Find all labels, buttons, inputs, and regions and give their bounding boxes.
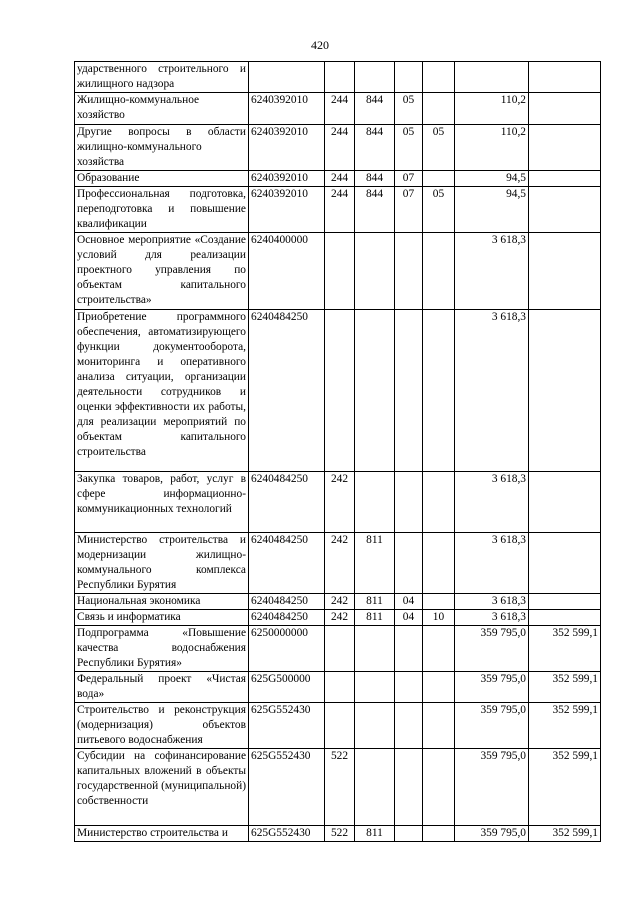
row-name-cell: Министерство строительства и [75, 826, 249, 842]
row-pr-cell [423, 310, 455, 472]
row-vr-cell: 242 [325, 594, 355, 610]
row-code-cell: 625G500000 [249, 672, 325, 703]
row-sum2-cell [529, 594, 601, 610]
row-rz-cell [395, 533, 423, 594]
row-rz-cell [395, 826, 423, 842]
row-vr-cell [325, 672, 355, 703]
row-pr-cell [423, 594, 455, 610]
row-grbs-cell: 811 [355, 594, 395, 610]
row-rz-cell: 04 [395, 594, 423, 610]
row-vr-cell: 242 [325, 610, 355, 626]
row-sum1-cell: 3 618,3 [455, 472, 529, 533]
row-sum2-cell [529, 610, 601, 626]
row-grbs-cell [355, 626, 395, 672]
row-code-cell: 6240484250 [249, 610, 325, 626]
row-rz-cell [395, 672, 423, 703]
row-pr-cell [423, 93, 455, 125]
row-vr-cell: 522 [325, 826, 355, 842]
row-grbs-cell: 844 [355, 171, 395, 187]
row-name-cell: Основное мероприятие «Создание условий для реализации проектного управления по объектам капитального строительства» [75, 233, 249, 310]
row-pr-cell [423, 233, 455, 310]
row-vr-cell [325, 233, 355, 310]
table-row [75, 703, 601, 749]
row-grbs-cell [355, 310, 395, 472]
row-name-cell: Связь и информатика [75, 610, 249, 626]
row-grbs-cell [355, 62, 395, 93]
row-vr-cell: 522 [325, 749, 355, 826]
row-sum1-cell: 94,5 [455, 171, 529, 187]
row-sum1-cell: 110,2 [455, 93, 529, 125]
row-rz-cell: 05 [395, 93, 423, 125]
row-name-cell: Закупка товаров, работ, услуг в сфере информационно-коммуникационных технологий [75, 472, 249, 533]
row-rz-cell: 07 [395, 187, 423, 233]
row-code-cell: 625G552430 [249, 703, 325, 749]
row-sum2-cell [529, 93, 601, 125]
table-row [75, 233, 601, 310]
table-row [75, 310, 601, 472]
table-row [75, 610, 601, 626]
row-grbs-cell: 811 [355, 826, 395, 842]
row-pr-cell [423, 826, 455, 842]
row-vr-cell: 242 [325, 533, 355, 594]
row-pr-cell [423, 749, 455, 826]
row-rz-cell [395, 703, 423, 749]
row-pr-cell [423, 62, 455, 93]
table-row [75, 594, 601, 610]
row-pr-cell [423, 533, 455, 594]
table-row [75, 125, 601, 171]
row-rz-cell [395, 62, 423, 93]
row-pr-cell: 10 [423, 610, 455, 626]
budget-table-body [75, 62, 601, 842]
budget-table [74, 61, 601, 842]
row-grbs-cell [355, 472, 395, 533]
row-pr-cell [423, 472, 455, 533]
row-vr-cell: 242 [325, 472, 355, 533]
row-name-cell: Национальная экономика [75, 594, 249, 610]
row-name-cell: Образование [75, 171, 249, 187]
row-pr-cell [423, 672, 455, 703]
row-grbs-cell [355, 233, 395, 310]
row-pr-cell: 05 [423, 125, 455, 171]
row-vr-cell: 244 [325, 125, 355, 171]
table-row [75, 472, 601, 533]
row-code-cell: 6240484250 [249, 472, 325, 533]
row-name-cell: Приобретение программного обеспечения, автоматизирующего функции документооборота, мониторинга и оперативного анализа ситуации, организации деятельности сотрудников и оценки эффективности их работы, для реализации мероприятий по объектам капитального строительства [75, 310, 249, 472]
row-sum2-cell [529, 472, 601, 533]
row-code-cell [249, 62, 325, 93]
table-row [75, 93, 601, 125]
row-rz-cell [395, 310, 423, 472]
row-rz-cell: 07 [395, 171, 423, 187]
row-vr-cell: 244 [325, 187, 355, 233]
row-pr-cell [423, 626, 455, 672]
row-sum1-cell: 359 795,0 [455, 626, 529, 672]
row-vr-cell: 244 [325, 93, 355, 125]
row-sum2-cell [529, 62, 601, 93]
row-code-cell: 6240392010 [249, 171, 325, 187]
row-grbs-cell: 844 [355, 93, 395, 125]
row-rz-cell [395, 233, 423, 310]
row-name-cell: Другие вопросы в области жилищно-коммунального хозяйства [75, 125, 249, 171]
row-vr-cell [325, 310, 355, 472]
row-sum2-cell: 352 599,1 [529, 626, 601, 672]
row-pr-cell [423, 171, 455, 187]
row-grbs-cell: 844 [355, 187, 395, 233]
row-vr-cell [325, 703, 355, 749]
row-sum1-cell: 3 618,3 [455, 310, 529, 472]
table-row [75, 672, 601, 703]
row-pr-cell [423, 703, 455, 749]
row-code-cell: 6240484250 [249, 310, 325, 472]
row-code-cell: 625G552430 [249, 826, 325, 842]
row-name-cell: Подпрограмма «Повышение качества водоснабжения Республики Бурятия» [75, 626, 249, 672]
row-rz-cell: 04 [395, 610, 423, 626]
row-code-cell: 6240484250 [249, 594, 325, 610]
row-name-cell: Министерство строительства и модернизации жилищно-коммунального комплекса Республики Бурятия [75, 533, 249, 594]
table-row [75, 62, 601, 93]
row-grbs-cell: 811 [355, 610, 395, 626]
row-vr-cell [325, 62, 355, 93]
row-grbs-cell: 844 [355, 125, 395, 171]
row-sum2-cell [529, 233, 601, 310]
row-sum1-cell: 359 795,0 [455, 826, 529, 842]
row-pr-cell: 05 [423, 187, 455, 233]
row-grbs-cell [355, 749, 395, 826]
row-sum2-cell [529, 171, 601, 187]
row-name-cell: Субсидии на софинансирование капитальных вложений в объекты государственной (муниципальной) собственности [75, 749, 249, 826]
row-name-cell: Жилищно-коммунальное хозяйство [75, 93, 249, 125]
row-sum1-cell [455, 62, 529, 93]
row-sum1-cell: 3 618,3 [455, 233, 529, 310]
row-sum2-cell [529, 125, 601, 171]
row-sum1-cell: 3 618,3 [455, 594, 529, 610]
row-sum1-cell: 110,2 [455, 125, 529, 171]
table-row [75, 826, 601, 842]
row-sum2-cell: 352 599,1 [529, 826, 601, 842]
row-sum1-cell: 3 618,3 [455, 533, 529, 594]
row-vr-cell: 244 [325, 171, 355, 187]
table-row [75, 749, 601, 826]
row-sum1-cell: 359 795,0 [455, 672, 529, 703]
page-number: 420 [311, 38, 329, 52]
table-row [75, 171, 601, 187]
row-code-cell: 6240484250 [249, 533, 325, 594]
row-rz-cell [395, 472, 423, 533]
row-rz-cell [395, 626, 423, 672]
row-sum1-cell: 94,5 [455, 187, 529, 233]
row-name-cell: ударственного строительного и жилищного надзора [75, 62, 249, 93]
row-grbs-cell [355, 703, 395, 749]
row-sum2-cell: 352 599,1 [529, 703, 601, 749]
row-name-cell: Федеральный проект «Чистая вода» [75, 672, 249, 703]
row-sum2-cell [529, 187, 601, 233]
row-code-cell: 625G552430 [249, 749, 325, 826]
row-sum2-cell [529, 533, 601, 594]
row-sum2-cell: 352 599,1 [529, 749, 601, 826]
row-sum1-cell: 359 795,0 [455, 749, 529, 826]
row-name-cell: Профессиональная подготовка, переподготовка и повышение квалификации [75, 187, 249, 233]
row-code-cell: 6240400000 [249, 233, 325, 310]
row-sum2-cell [529, 310, 601, 472]
row-code-cell: 6250000000 [249, 626, 325, 672]
table-row [75, 626, 601, 672]
row-sum2-cell: 352 599,1 [529, 672, 601, 703]
row-code-cell: 6240392010 [249, 125, 325, 171]
row-sum1-cell: 359 795,0 [455, 703, 529, 749]
row-vr-cell [325, 626, 355, 672]
row-code-cell: 6240392010 [249, 93, 325, 125]
row-grbs-cell [355, 672, 395, 703]
row-code-cell: 6240392010 [249, 187, 325, 233]
table-row [75, 533, 601, 594]
row-name-cell: Строительство и реконструкция (модернизация) объектов питьевого водоснабжения [75, 703, 249, 749]
row-grbs-cell: 811 [355, 533, 395, 594]
row-sum1-cell: 3 618,3 [455, 610, 529, 626]
row-rz-cell [395, 749, 423, 826]
table-row [75, 187, 601, 233]
row-rz-cell: 05 [395, 125, 423, 171]
